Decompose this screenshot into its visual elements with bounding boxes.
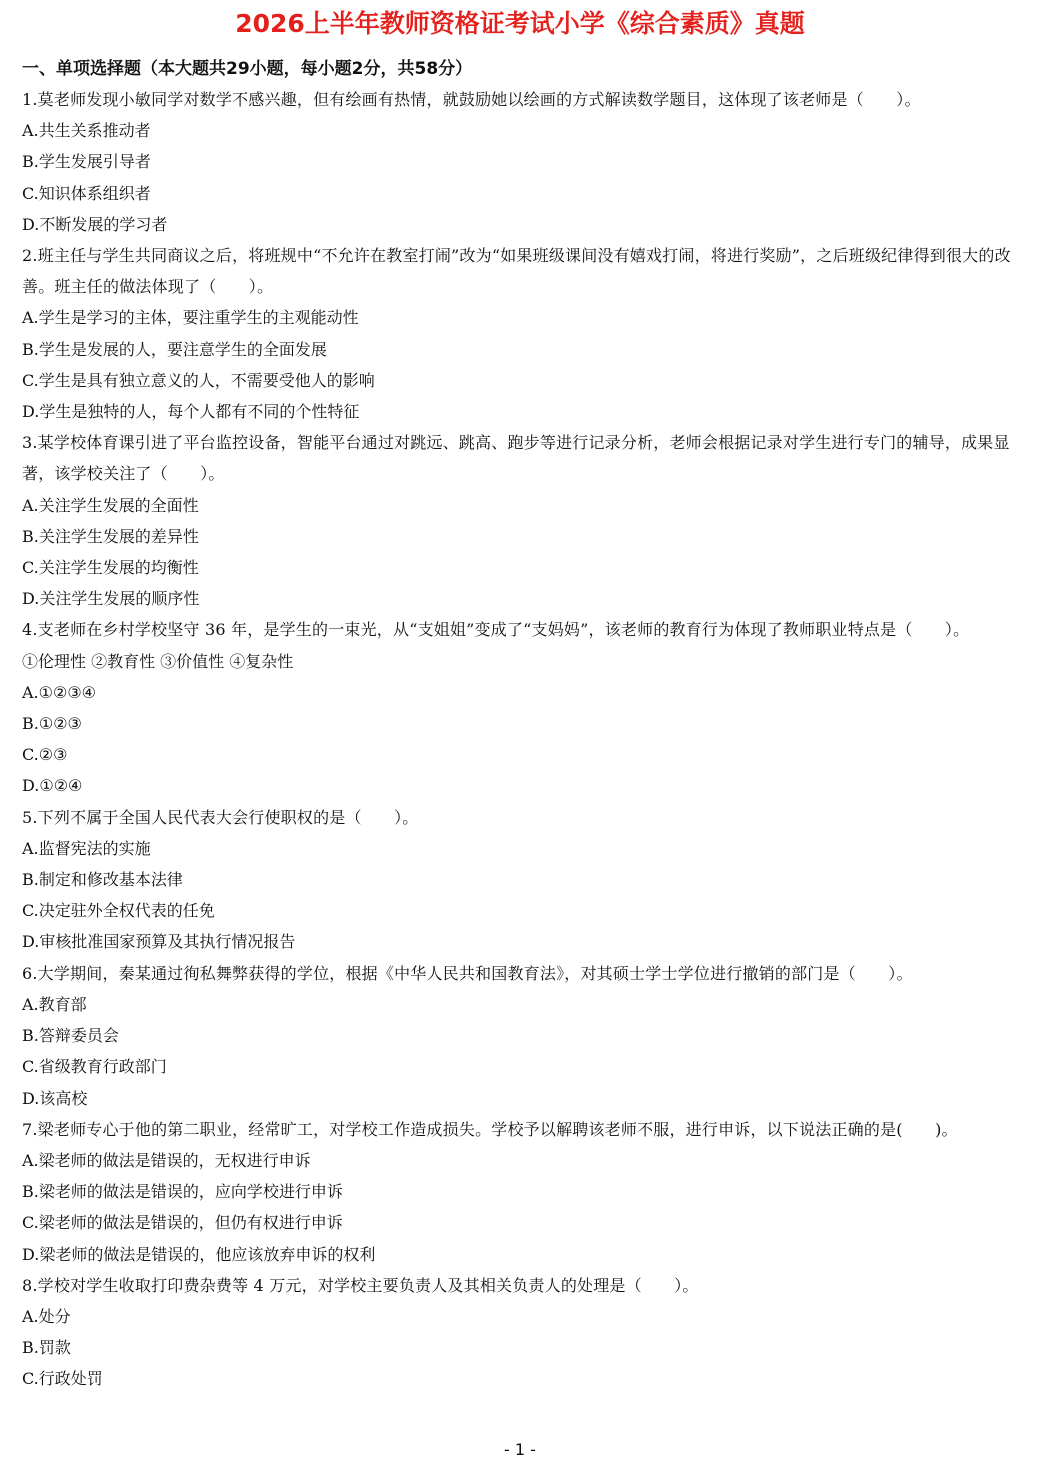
option-b: B.学生发展引导者	[22, 152, 151, 172]
option-a: A.教育部	[22, 994, 87, 1014]
option-d: D.不断发展的学习者	[22, 214, 168, 234]
question	[22, 427, 1018, 614]
question	[22, 614, 1018, 801]
question-list	[22, 84, 1018, 1395]
option-b: B.答辩委员会	[22, 1026, 119, 1046]
option-b: B.学生是发展的人，要注意学生的全面发展	[22, 339, 327, 359]
question	[22, 958, 1018, 1114]
option-c: C.梁老师的做法是错误的，但仍有权进行申诉	[22, 1213, 343, 1233]
option-c: C.省级教育行政部门	[22, 1057, 167, 1077]
option-a: A.①②③④	[22, 682, 97, 702]
option-d: D.审核批准国家预算及其执行情况报告	[22, 932, 296, 952]
option-a: A.关注学生发展的全面性	[22, 495, 199, 515]
page-number: - 1 -	[504, 1440, 536, 1459]
question	[22, 1270, 1018, 1395]
option-a: A.学生是学习的主体，要注重学生的主观能动性	[22, 308, 359, 328]
option-d: D.①②④	[22, 776, 83, 796]
question	[22, 84, 1018, 240]
option-c: C.关注学生发展的均衡性	[22, 558, 199, 578]
option-c: C.学生是具有独立意义的人，不需要受他人的影响	[22, 370, 375, 390]
question	[22, 802, 1018, 958]
option-d: D.梁老师的做法是错误的，他应该放弃申诉的权利	[22, 1244, 376, 1264]
option-b: B.梁老师的做法是错误的，应向学校进行申诉	[22, 1182, 343, 1202]
option-c: C.②③	[22, 745, 68, 765]
question-stem: 3.某学校体育课引进了平台监控设备，智能平台通过对跳远、跳高、跑步等进行记录分析，老师会根据记录对学生进行专门的辅导，成果显著，该学校关注了（ ）。	[22, 433, 1010, 484]
option-c: C.行政处罚	[22, 1369, 103, 1389]
option-d: D.该高校	[22, 1088, 88, 1108]
option-b: B.制定和修改基本法律	[22, 870, 183, 890]
option-a: A.共生关系推动者	[22, 121, 151, 141]
page-title: 2026上半年教师资格证考试小学《综合素质》真题	[235, 9, 805, 38]
question-stem: 1.莫老师发现小敏同学对数学不感兴趣，但有绘画有热情，就鼓励她以绘画的方式解读数学题目，这体现了该老师是（ ）。	[22, 90, 921, 109]
question	[22, 240, 1018, 427]
question-statements: ①伦理性 ②教育性 ③价值性 ④复杂性	[22, 651, 294, 671]
option-c: C.知识体系组织者	[22, 183, 151, 203]
question	[22, 1114, 1018, 1270]
question-stem: 8.学校对学生收取打印费杂费等 4 万元，对学校主要负责人及其相关负责人的处理是（ ）。	[22, 1275, 699, 1295]
option-d: D.关注学生发展的顺序性	[22, 589, 200, 609]
option-b: B.关注学生发展的差异性	[22, 526, 199, 546]
option-c: C.决定驻外全权代表的任免	[22, 901, 215, 921]
option-a: A.处分	[22, 1306, 71, 1326]
question-stem: 5.下列不属于全国人民代表大会行使职权的是（ ）。	[22, 807, 419, 827]
question-stem: 6.大学期间，秦某通过徇私舞弊获得的学位，根据《中华人民共和国教育法》，对其硕士学士学位进行撤销的部门是（ ）。	[22, 963, 913, 983]
option-a: A.监督宪法的实施	[22, 838, 151, 858]
option-d: D.学生是独特的人，每个人都有不同的个性特征	[22, 402, 360, 422]
question-stem: 2.班主任与学生共同商议之后，将班规中“不允许在教室打闹”改为“如果班级课间没有嬉戏打闹，将进行奖励”，之后班级纪律得到很大的改善。班主任的做法体现了（ ）。	[22, 246, 1011, 297]
question-stem: 4.支老师在乡村学校坚守 36 年，是学生的一束光，从“支姐姐”变成了“支妈妈”，该老师的教育行为体现了教师职业特点是（ ）。	[22, 620, 970, 640]
option-b: B.罚款	[22, 1338, 71, 1358]
question-stem: 7.梁老师专心于他的第二职业，经常旷工，对学校工作造成损失。学校予以解聘该老师不服，进行申诉，以下说法正确的是( )。	[22, 1119, 958, 1139]
option-a: A.梁老师的做法是错误的，无权进行申诉	[22, 1150, 311, 1170]
option-b: B.①②③	[22, 714, 82, 734]
section-heading: 一、单项选择题（本大题共29小题，每小题2分，共58分）	[22, 59, 473, 79]
